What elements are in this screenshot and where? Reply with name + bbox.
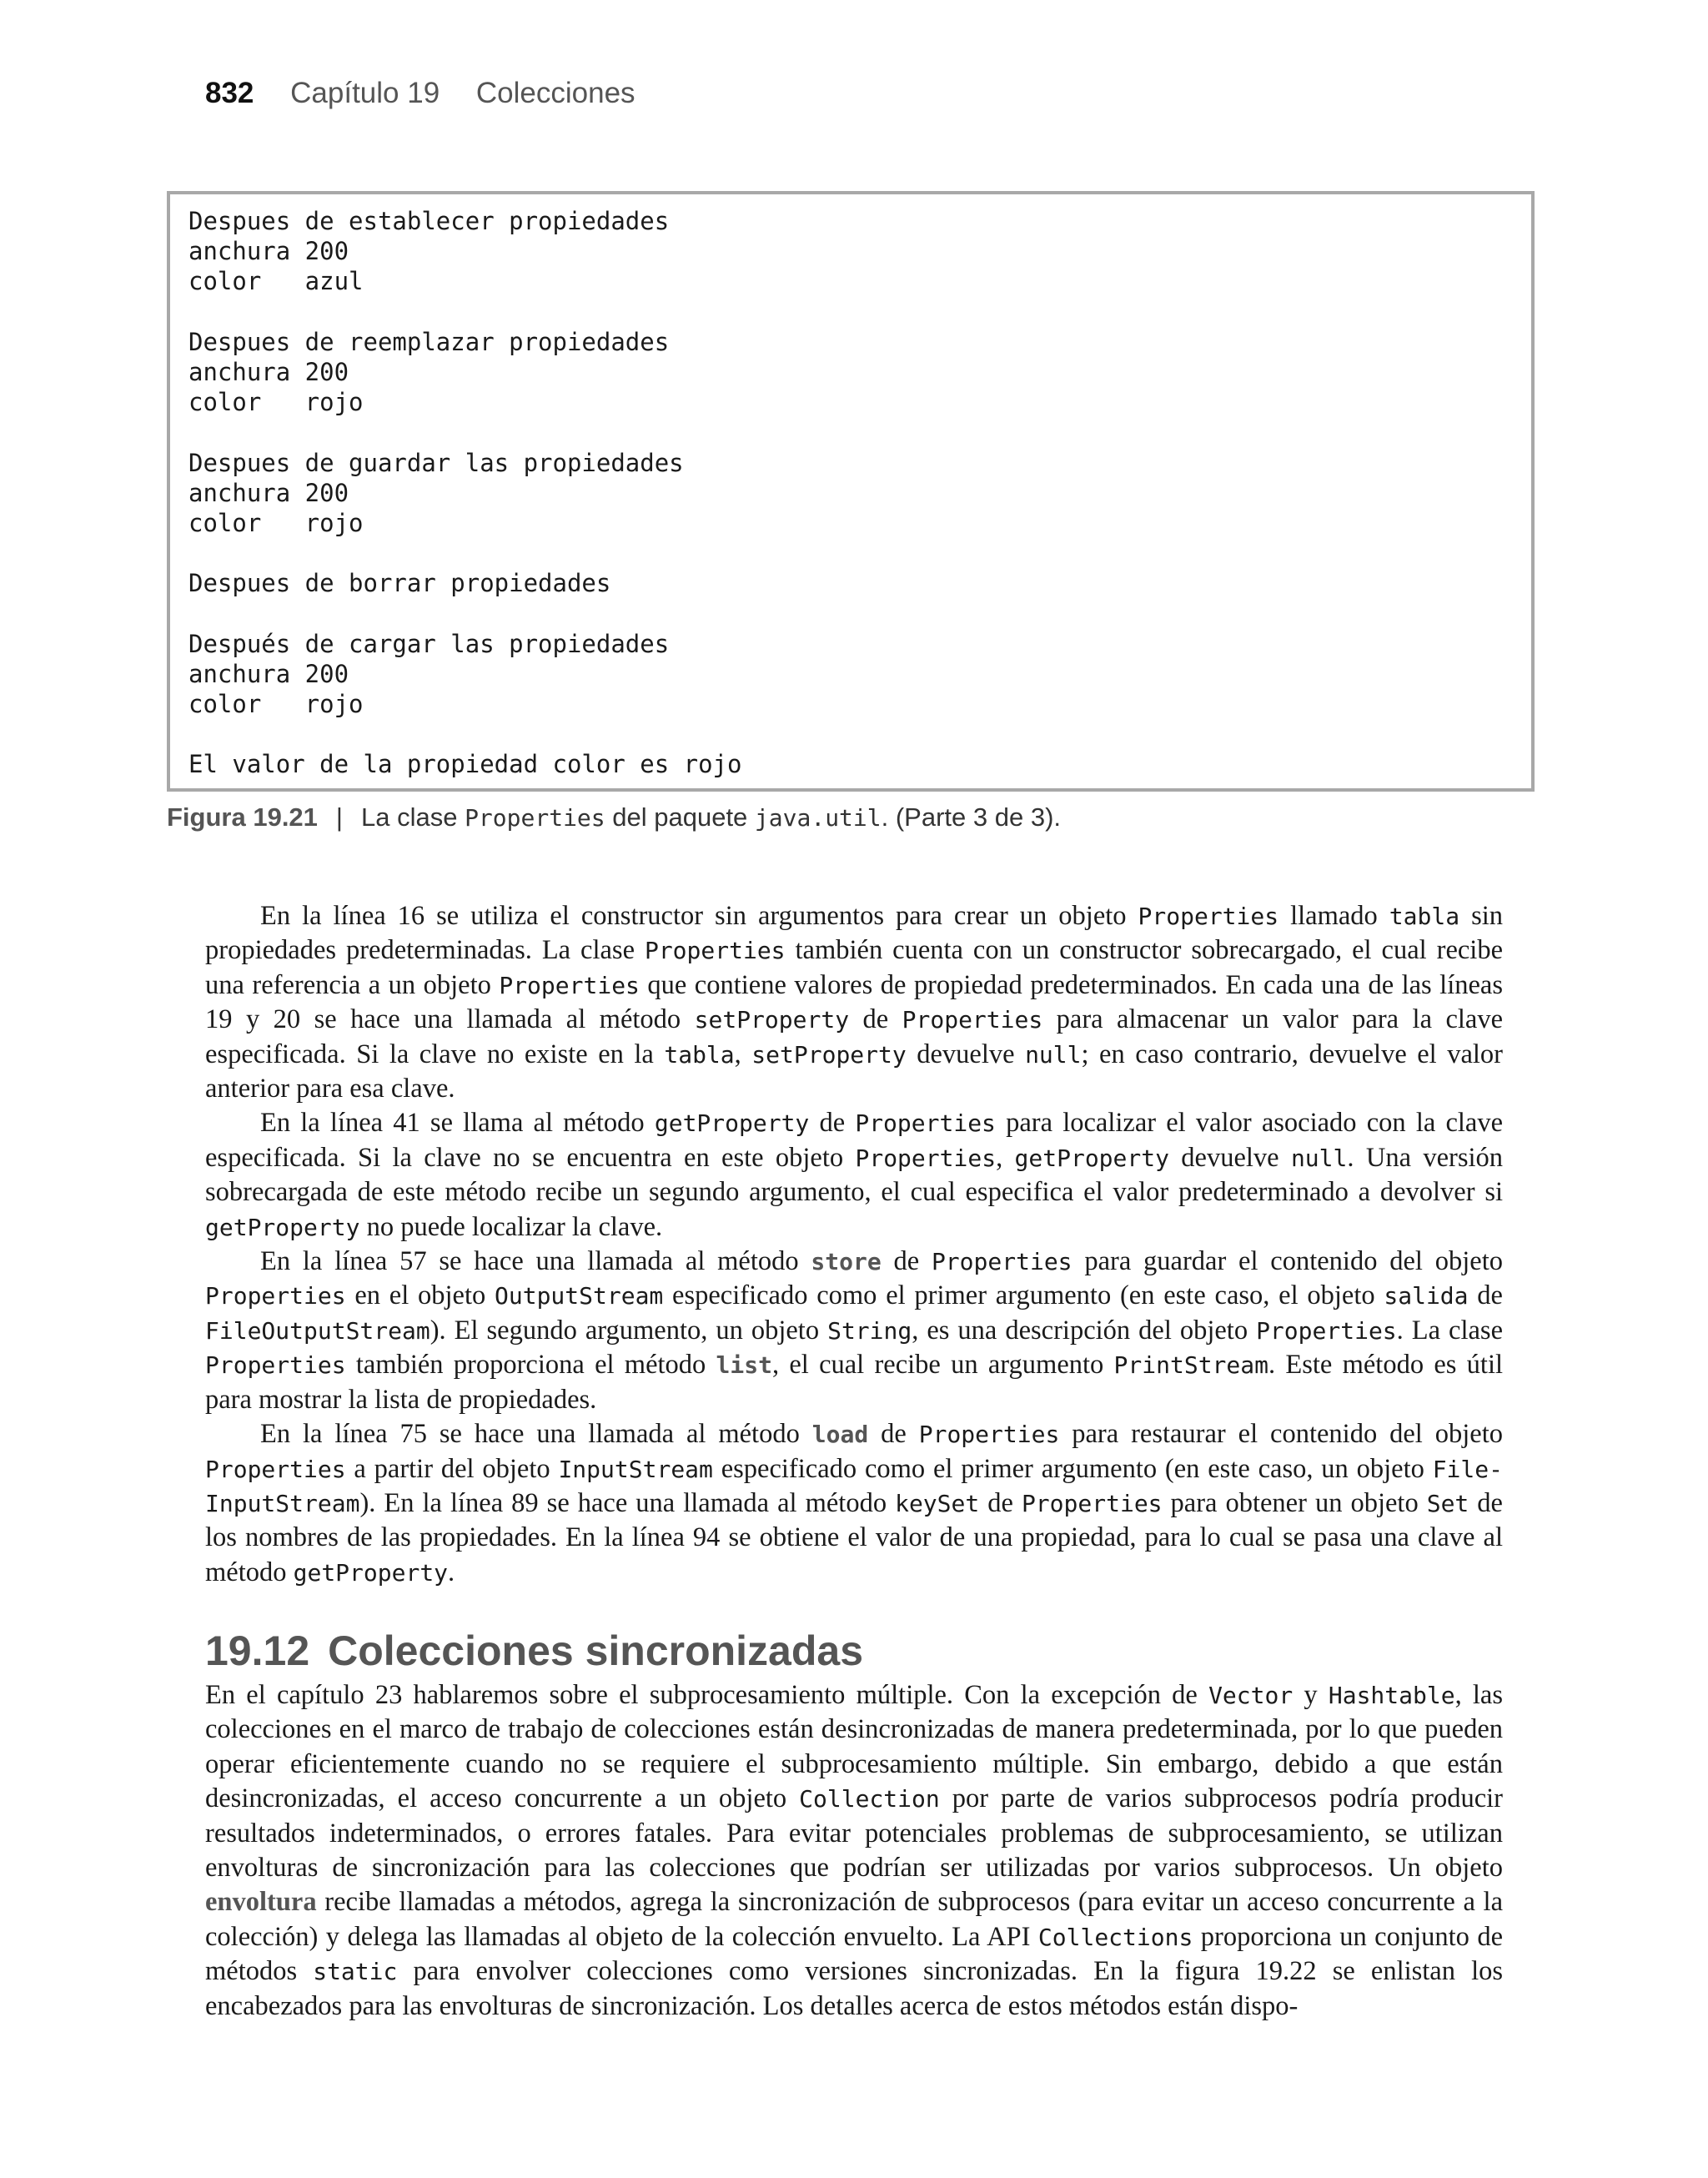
inline-code: Properties xyxy=(855,1109,996,1138)
output-line xyxy=(188,538,1531,568)
output-line xyxy=(188,417,1531,447)
text-run: , es una descripción del objeto xyxy=(912,1315,1257,1346)
chapter-title: Colecciones xyxy=(475,77,635,109)
inline-code: Properties xyxy=(1256,1316,1397,1345)
text-run: a partir del objeto xyxy=(345,1453,559,1484)
text-run: en el objeto xyxy=(345,1280,495,1311)
text-run: de xyxy=(868,1419,919,1450)
paragraph xyxy=(205,1417,1503,1590)
text-run: de xyxy=(849,1004,902,1035)
text-run: para envolver colecciones como versiones sincronizadas. En la figura 19.22 se enlistan los encabezados para las envolturas de sincronización. Los detalles acerca de estos métodos están dispo- xyxy=(205,1956,1503,2021)
output-line xyxy=(188,297,1531,327)
output-line: Despues de borrar propiedades xyxy=(188,569,611,598)
output-line: anchura 200 xyxy=(188,659,349,688)
output-line: color rojo xyxy=(188,388,364,417)
output-line: anchura 200 xyxy=(188,237,349,266)
inline-code: null xyxy=(1290,1144,1348,1172)
text-run: ). En la línea 89 se hace una llamada al método xyxy=(359,1487,896,1518)
text-run: , el cual recibe un argumento xyxy=(771,1350,1114,1381)
output-line: Después de cargar las propiedades xyxy=(188,629,670,658)
inline-code: String xyxy=(827,1316,912,1345)
inline-code: Properties xyxy=(499,971,640,999)
text-run: especificado como el primer argumento (en este caso, el objeto xyxy=(663,1280,1384,1311)
output-line: Despues de reemplazar propiedades xyxy=(188,327,670,356)
paragraph xyxy=(205,1678,1503,2024)
output-line xyxy=(188,719,1531,749)
text-run: de xyxy=(979,1487,1022,1518)
caption-text-after: . (Parte 3 de 3). xyxy=(881,802,1062,832)
inline-code: null xyxy=(1025,1040,1082,1069)
inline-code: getProperty xyxy=(293,1558,449,1587)
inline-code-emphasis: load xyxy=(811,1421,869,1449)
text-run: de xyxy=(1468,1280,1503,1311)
text-run: En la línea 16 se utiliza el constructor sin argumentos para crear un objeto xyxy=(260,901,1138,931)
figure-caption xyxy=(167,802,1061,832)
output-line: anchura 200 xyxy=(188,478,349,507)
text-run: de los nombres de las propiedades. En la línea 94 se obtiene el valor de una propiedad, para lo cual se pasa una clave al método xyxy=(205,1487,1503,1587)
text-run: . Este método es útil para mostrar la lista de propiedades. xyxy=(205,1350,1504,1415)
text-run: para localizar el valor asociado con la clave especificada. Si la clave no se encuentra en este objeto xyxy=(205,1108,1504,1173)
inline-code-emphasis: list xyxy=(716,1351,772,1380)
key-term: envoltura xyxy=(205,1887,317,1918)
inline-code: InputStream xyxy=(558,1455,713,1483)
text-run: . xyxy=(448,1557,455,1587)
text-run: , las colecciones en el marco de trabajo de colecciones están desincronizadas de manera predeterminada, por lo que pueden operar eficientemente cuando no se requiere el subprocesamiento múltiple. Sin embargo, debido a que están desincronizadas, el acceso concurrente a un objeto xyxy=(205,1680,1503,1814)
text-run: . Una versión sobrecargada de este método recibe un segundo argumento, el cual especifica el valor predeterminado a devolver si xyxy=(205,1142,1504,1208)
inline-code: static xyxy=(313,1958,398,1986)
inline-code-emphasis: store xyxy=(811,1248,882,1276)
text-run: sin propiedades predeterminadas. La clase xyxy=(205,901,1503,966)
inline-code: File-InputStream xyxy=(205,1455,1503,1517)
caption-code-properties: Properties xyxy=(465,804,605,832)
caption-text-middle: del paquete xyxy=(605,802,755,832)
caption-text-before: La clase xyxy=(360,802,465,832)
inline-code: Hashtable xyxy=(1328,1682,1455,1709)
text-run: En la línea 41 se llama al método xyxy=(260,1108,655,1139)
text-run: . La clase xyxy=(1396,1315,1503,1346)
inline-code: salida xyxy=(1384,1282,1469,1310)
text-run: recibe llamadas a métodos, agrega la sincronización de subprocesos (para evitar un acceso concurrente a la colección) y delega las llamadas al objeto de la colección envuelto. La API xyxy=(205,1887,1503,1952)
text-run: En la línea 57 se hace una llamada al método xyxy=(260,1246,811,1277)
inline-code: setProperty xyxy=(751,1040,907,1069)
inline-code: Properties xyxy=(205,1351,346,1380)
text-run: ). El segundo argumento, un objeto xyxy=(430,1315,828,1346)
text-run: de xyxy=(881,1246,932,1277)
inline-code: OutputStream xyxy=(495,1282,664,1310)
inline-code: Properties xyxy=(205,1455,346,1483)
text-run: que contiene valores de propiedad predeterminados. En cada una de las líneas 19 y 20 se hace una llamada al método xyxy=(205,969,1503,1035)
text-run: también proporciona el método xyxy=(345,1350,716,1381)
text-run: para almacenar un valor para la clave especificada. Si la clave no existe en la xyxy=(205,1004,1503,1069)
text-run: para restaurar el contenido del objeto xyxy=(1059,1419,1503,1450)
text-run: ; en caso contrario, devuelve el valor anterior para esa clave. xyxy=(205,1039,1504,1104)
text-run: para obtener un objeto xyxy=(1162,1487,1427,1518)
output-line: color rojo xyxy=(188,690,364,718)
inline-code: Properties xyxy=(1138,903,1279,930)
inline-code: Properties xyxy=(1021,1489,1163,1517)
text-run: devuelve xyxy=(906,1039,1026,1069)
program-output-box xyxy=(167,191,1535,792)
inline-code: Properties xyxy=(205,1282,346,1310)
page-number: 832 xyxy=(205,77,254,109)
inline-code: getProperty xyxy=(1014,1144,1169,1172)
inline-code: PrintStream xyxy=(1113,1351,1268,1380)
text-run: de xyxy=(809,1108,856,1139)
text-run: , xyxy=(996,1142,1015,1173)
text-run: para guardar el contenido del objeto xyxy=(1072,1246,1503,1277)
inline-code: Vector xyxy=(1208,1682,1294,1709)
inline-code: Collections xyxy=(1037,1923,1193,1951)
output-line: Despues de establecer propiedades xyxy=(188,207,670,235)
paragraph xyxy=(205,899,1503,1106)
output-line: Despues de guardar las propiedades xyxy=(188,448,684,477)
body-paragraphs xyxy=(205,899,1503,1590)
section-body-paragraphs xyxy=(205,1678,1503,2024)
inline-code: Collection xyxy=(799,1785,940,1813)
section-title: Colecciones sincronizadas xyxy=(328,1627,864,1674)
caption-separator: | xyxy=(335,802,343,832)
inline-code: setProperty xyxy=(694,1006,850,1034)
inline-code: keySet xyxy=(895,1489,980,1517)
chapter-label: Capítulo 19 xyxy=(290,77,440,109)
inline-code: getProperty xyxy=(205,1213,360,1241)
text-run: , xyxy=(734,1039,752,1069)
section-number: 19.12 xyxy=(205,1627,310,1674)
section-heading xyxy=(205,1627,863,1675)
caption-code-package: java.util xyxy=(754,804,882,832)
text-run: En la línea 75 se hace una llamada al método xyxy=(260,1419,812,1450)
text-run: especificado como el primer argumento (en este caso, un objeto xyxy=(712,1453,1433,1484)
text-run: y xyxy=(1293,1680,1329,1710)
paragraph xyxy=(205,1106,1503,1245)
output-line xyxy=(188,598,1531,628)
text-run: también cuenta con un constructor sobrecargado, el cual recibe una referencia a un objeto xyxy=(205,935,1503,1000)
text-run: por parte de varios subprocesos podría producir resultados indeterminados, o errores fatales. Para evitar potenciales problemas de subprocesamiento, se utilizan envolturas de sincronización para las colecciones que podrían ser utilizadas por varios subprocesos. Un objeto xyxy=(205,1783,1503,1884)
inline-code: Properties xyxy=(644,937,786,965)
output-line: color rojo xyxy=(188,508,364,537)
inline-code: getProperty xyxy=(654,1109,810,1138)
output-line: color azul xyxy=(188,267,364,296)
inline-code: tabla xyxy=(1389,903,1460,930)
inline-code: FileOutputStream xyxy=(205,1316,430,1345)
text-run: no puede localizar la clave. xyxy=(359,1211,663,1242)
text-run: En el capítulo 23 hablaremos sobre el subprocesamiento múltiple. Con la excepción de xyxy=(205,1680,1209,1710)
inline-code: tabla xyxy=(664,1040,735,1069)
inline-code: Properties xyxy=(931,1248,1073,1276)
inline-code: Properties xyxy=(902,1006,1043,1034)
running-header xyxy=(205,77,635,110)
text-run: devuelve xyxy=(1168,1142,1291,1173)
output-line: El valor de la propiedad color es rojo xyxy=(188,750,742,779)
inline-code: Set xyxy=(1426,1489,1469,1517)
inline-code: Properties xyxy=(855,1144,997,1172)
inline-code: Properties xyxy=(918,1421,1060,1449)
paragraph xyxy=(205,1245,1503,1417)
text-run: llamado xyxy=(1278,901,1389,931)
text-run: proporciona un conjunto de métodos xyxy=(205,1921,1504,1987)
figure-label: Figura 19.21 xyxy=(167,802,318,832)
output-line: anchura 200 xyxy=(188,357,349,386)
